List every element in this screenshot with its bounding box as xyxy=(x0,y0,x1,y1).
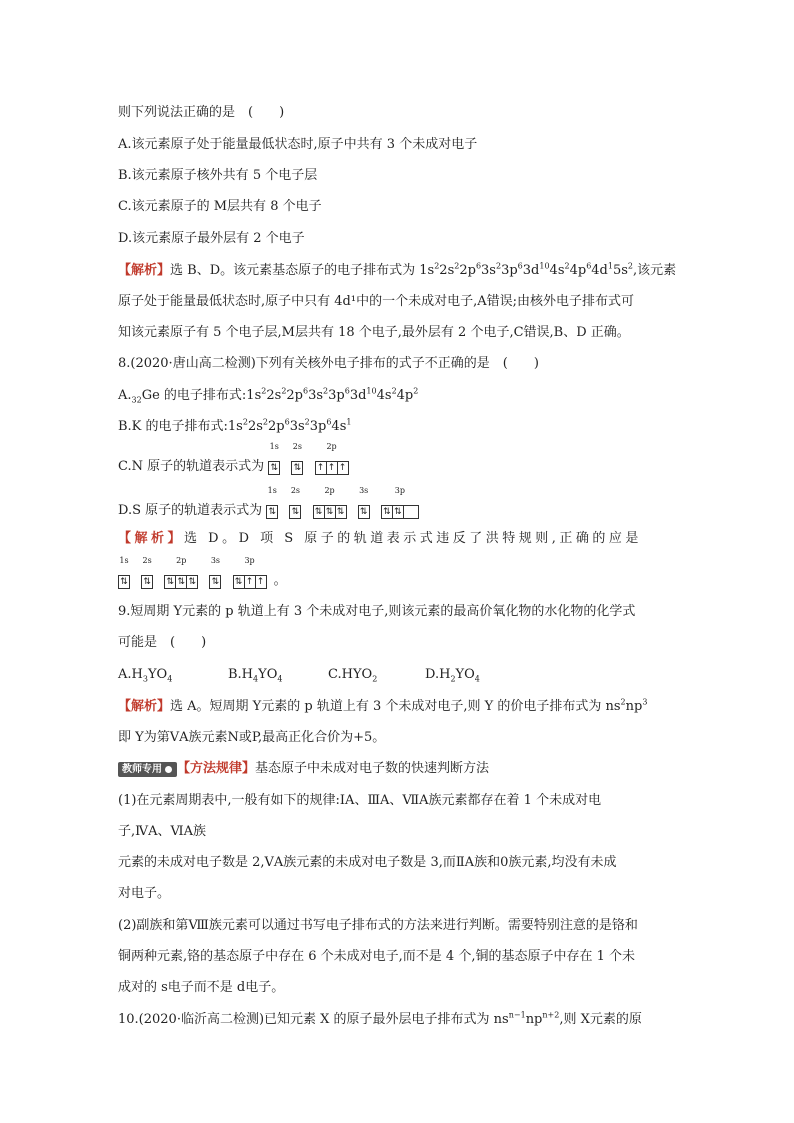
method-text: 对电子。 xyxy=(118,886,171,901)
analysis-tag: 【解析】 xyxy=(118,531,185,546)
badge-dot-icon xyxy=(164,765,173,774)
option-c: C.该元素原子的 M层共有 8 个电子 xyxy=(118,199,322,214)
option-d: D.该元素原子最外层有 2 个电子 xyxy=(118,231,305,246)
option-c: C.N 原子的轨道表示式为 1s ⇅ 2s ⇅ 2p ↑ ↑ ↑ xyxy=(118,442,356,482)
analysis-tag: 【解析】 xyxy=(118,699,171,714)
analysis-line: 即 Y为第ⅤA族元素N或P,最高正化合价为+5。 xyxy=(118,730,386,745)
option-a: $A.H_3YO_4$ xyxy=(118,667,173,684)
question-stem: 则下列说法正确的是 ( ) xyxy=(118,105,285,120)
question-9-stem: 9.短周期 Y元素的 p 轨道上有 3 个未成对电子,则该元素的最高价氧化物的水化物的化学式 xyxy=(118,604,636,619)
analysis-line: 【解析】选 D。D 项 S 原子的轨道表示式违反了洪特规则,正确的应是 xyxy=(118,531,642,546)
option-b: B.该元素原子核外共有 5 个电子层 xyxy=(118,168,318,183)
method-text: (1)在元素周期表中,一般有如下的规律:ⅠA、ⅢA、ⅦA族元素都存在着 1 个未成对电 xyxy=(118,793,602,808)
method-text: 铜两种元素,铬的基态原子中存在 6 个未成对电子,而不是 4 个,铜的基态原子中存在 1 个未 xyxy=(118,949,636,964)
method-text: (2)副族和第Ⅷ族元素可以通过书写电子排布式的方法来进行判断。需要特别注意的是铬和 xyxy=(118,918,638,933)
option-a: $A._{32}Ge$ 的电子排布式$:1s^22s^22p^63s^23p^63d^{10}4s^24p^2$ xyxy=(118,386,419,405)
analysis-tag: 【解析】 xyxy=(118,263,171,278)
analysis-line: 【解析】选 A。短周期 Y元素的 p 轨道上有 3 个未成对电子,则 Y 的价电子排布式为 $ns^2np^3$ xyxy=(118,697,648,714)
method-text: 子,ⅣA、ⅥA族 xyxy=(118,824,206,839)
option-d: $D.H_2YO_4$ xyxy=(425,667,480,684)
analysis-line: 原子处于能量最低状态时,原子中只有 4d¹中的一个未成对电子,A错误;由核外电子排布式可 xyxy=(118,294,634,309)
question-8-stem: 8.(2020·唐山高二检测)下列有关核外电子排布的式子不正确的是 ( ) xyxy=(118,356,539,371)
method-heading: 教师专用 【方法规律】基态原子中未成对电子数的快速判断方法 xyxy=(118,760,489,778)
options-row xyxy=(118,666,480,684)
option-d: D.S 原子的轨道表示式为 1s ⇅ 2s ⇅ 2p ⇅ ⇅ ⇅ 3s ⇅ 3p ⇅ ⇅ xyxy=(118,486,426,526)
orbital-diagram-n: 1s ⇅ 2s ⇅ 2p ↑ ↑ ↑ xyxy=(268,442,355,482)
question-10-stem: 10.(2020·临沂高二检测)已知元素 X 的原子最外层电子排布式为 $ns^{n-1}np^{n+2}$,则 X元素的原 xyxy=(118,1010,642,1027)
option-b: $B.H_4YO_4$ xyxy=(228,667,283,684)
option-b: B.K 的电子排布式$:1s^22s^22p^63s^23p^64s^1$ xyxy=(118,417,352,434)
method-text: 成对的 s电子而不是 d电子。 xyxy=(118,980,285,995)
option-a: A.该元素原子处于能量最低状态时,原子中共有 3 个未成对电子 xyxy=(118,137,478,152)
method-tag: 【方法规律】 xyxy=(177,761,256,776)
orbital-diagram-s-incorrect: 1s ⇅ 2s ⇅ 2p ⇅ ⇅ ⇅ 3s ⇅ 3p ⇅ ⇅ xyxy=(266,486,426,526)
orbital-diagram-s-correct: 1s ⇅ 2s ⇅ 2p ⇅ ⇅ ⇅ 3s ⇅ 3p ⇅ ↑ ↑ 。 xyxy=(119,556,287,588)
question-9-stem: 可能是 ( ) xyxy=(118,635,207,650)
analysis-line: 知该元素原子有 5 个电子层,M层共有 18 个电子,最外层有 2 个电子,C错误,B、D 正确。 xyxy=(118,325,630,340)
teacher-only-badge: 教师专用 xyxy=(118,762,177,777)
method-text: 元素的未成对电子数是 2,ⅤA族元素的未成对电子数是 3,而ⅡA族和0族元素,均没有未成 xyxy=(118,855,617,870)
option-c: $C.HYO_2$ xyxy=(328,667,378,684)
analysis-line: 【解析】选 B、D。该元素基态原子的电子排布式为 $1s^22s^22p^63s^23p^63d^{10}4s^24p^64d^15s^2$,该元素 xyxy=(118,261,677,278)
